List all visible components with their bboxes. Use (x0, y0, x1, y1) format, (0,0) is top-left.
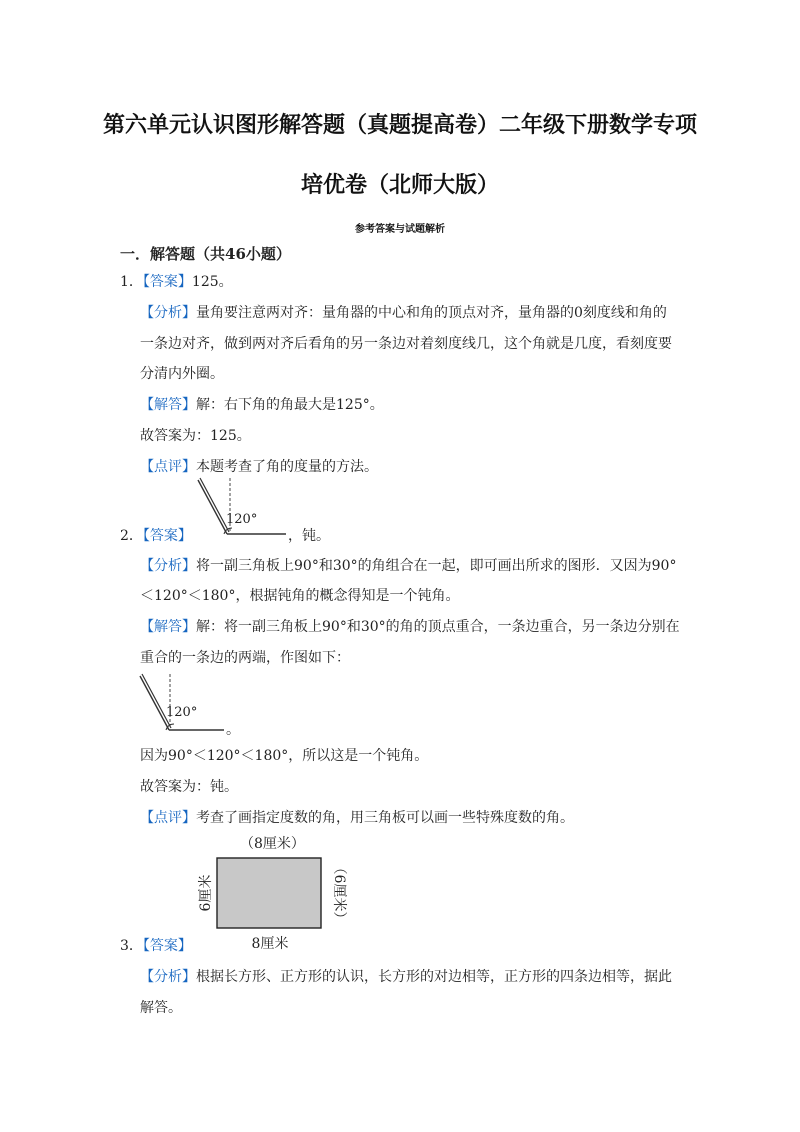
q2-solution-line2: 重合的一条边的两端，作图如下： (140, 650, 350, 666)
rect-bottom-label: 8厘米 (251, 936, 289, 952)
question-number: 2． (120, 528, 143, 544)
q3-analysis-text1: 根据长方形、正方形的认识，长方形的对边相等，正方形的四条边相等，据此 (196, 969, 672, 985)
rect-right-label: （6厘米） (331, 860, 347, 926)
rect-top-label: （8厘米） (240, 836, 305, 852)
angle-label: 120° (166, 705, 198, 720)
q2-answer-line (120, 526, 192, 546)
question-number: 3． (120, 938, 143, 954)
answer-tag: 【答案】 (142, 938, 192, 954)
page-title: 第六单元认识图形解答题（真题提高卷）二年级下册数学专项 (102, 112, 697, 138)
angle-ray-left (140, 676, 169, 730)
q2-analysis-line1 (140, 556, 676, 576)
analysis-tag: 【分析】 (140, 558, 196, 574)
q2-analysis-text1: 将一副三角板上90°和30°的角组合在一起，即可画出所求的图形．又因为90° (196, 558, 677, 574)
angle-ray-left (198, 480, 227, 534)
solution-tag: 【解答】 (140, 397, 196, 413)
q1-analysis-line2: 一条边对齐，做到两对齐后看角的另一条边对着刻度线几，这个角就是几度，看刻度要 (140, 336, 672, 352)
angle-label: 120° (226, 512, 258, 527)
q2-comment-text: 考查了画指定度数的角，用三角板可以画一些特殊度数的角。 (196, 810, 574, 826)
q2-analysis-line2: ＜120°＜180°，根据钝角的概念得知是一个钝角。 (140, 588, 460, 604)
angle-120-figure-solution (138, 672, 230, 736)
angle-120-figure (196, 476, 288, 540)
q3-answer-line (120, 936, 192, 956)
analysis-tag: 【分析】 (140, 305, 196, 321)
q2-comment-line (140, 808, 574, 828)
rect-left-label: 6厘米 (198, 874, 214, 912)
rectangle (217, 858, 321, 928)
q3-analysis-line1 (140, 967, 672, 987)
page-subtitle: 参考答案与试题解析 (355, 224, 445, 235)
comment-tag: 【点评】 (140, 459, 196, 475)
answer-tag: 【答案】 (142, 528, 192, 544)
q1-comment-line (140, 457, 378, 477)
q1-solution-line (140, 395, 384, 415)
analysis-tag: 【分析】 (140, 969, 196, 985)
q2-answer-suffix: ，钝。 (288, 528, 330, 544)
question-number: 1． (120, 274, 143, 290)
q1-conclusion: 故答案为：125。 (140, 428, 251, 444)
q1-answer-line (120, 272, 233, 292)
q2-figure-suffix: 。 (226, 722, 240, 738)
angle-ray-left-inner (200, 478, 229, 532)
q2-conclusion: 故答案为：钝。 (140, 779, 238, 795)
answer-tag: 【答案】 (142, 274, 192, 290)
q1-analysis-text1: 量角要注意两对齐：量角器的中心和角的顶点对齐，量角器的0刻度线和角的 (196, 305, 667, 321)
rectangle-figure (190, 830, 360, 956)
solution-tag: 【解答】 (140, 619, 196, 635)
q2-solution-line1 (140, 617, 680, 637)
q1-answer: 125。 (191, 274, 233, 290)
q2-because: 因为90°＜120°＜180°，所以这是一个钝角。 (140, 748, 429, 764)
q3-analysis-line2: 解答。 (140, 1000, 182, 1016)
section-heading: 一．解答题（共46小题） (120, 245, 291, 263)
q1-solution-text: 解：右下角的角最大是125°。 (196, 397, 384, 413)
q1-analysis-line1 (140, 303, 667, 323)
page-title-line2: 培优卷（北师大版） (300, 172, 499, 198)
q1-comment-text: 本题考查了角的度量的方法。 (196, 459, 378, 475)
comment-tag: 【点评】 (140, 810, 196, 826)
q1-analysis-line3: 分清内外圈。 (140, 366, 224, 382)
q2-solution-text1: 解：将一副三角板上90°和30°的角的顶点重合，一条边重合，另一条边分别在 (196, 619, 680, 635)
